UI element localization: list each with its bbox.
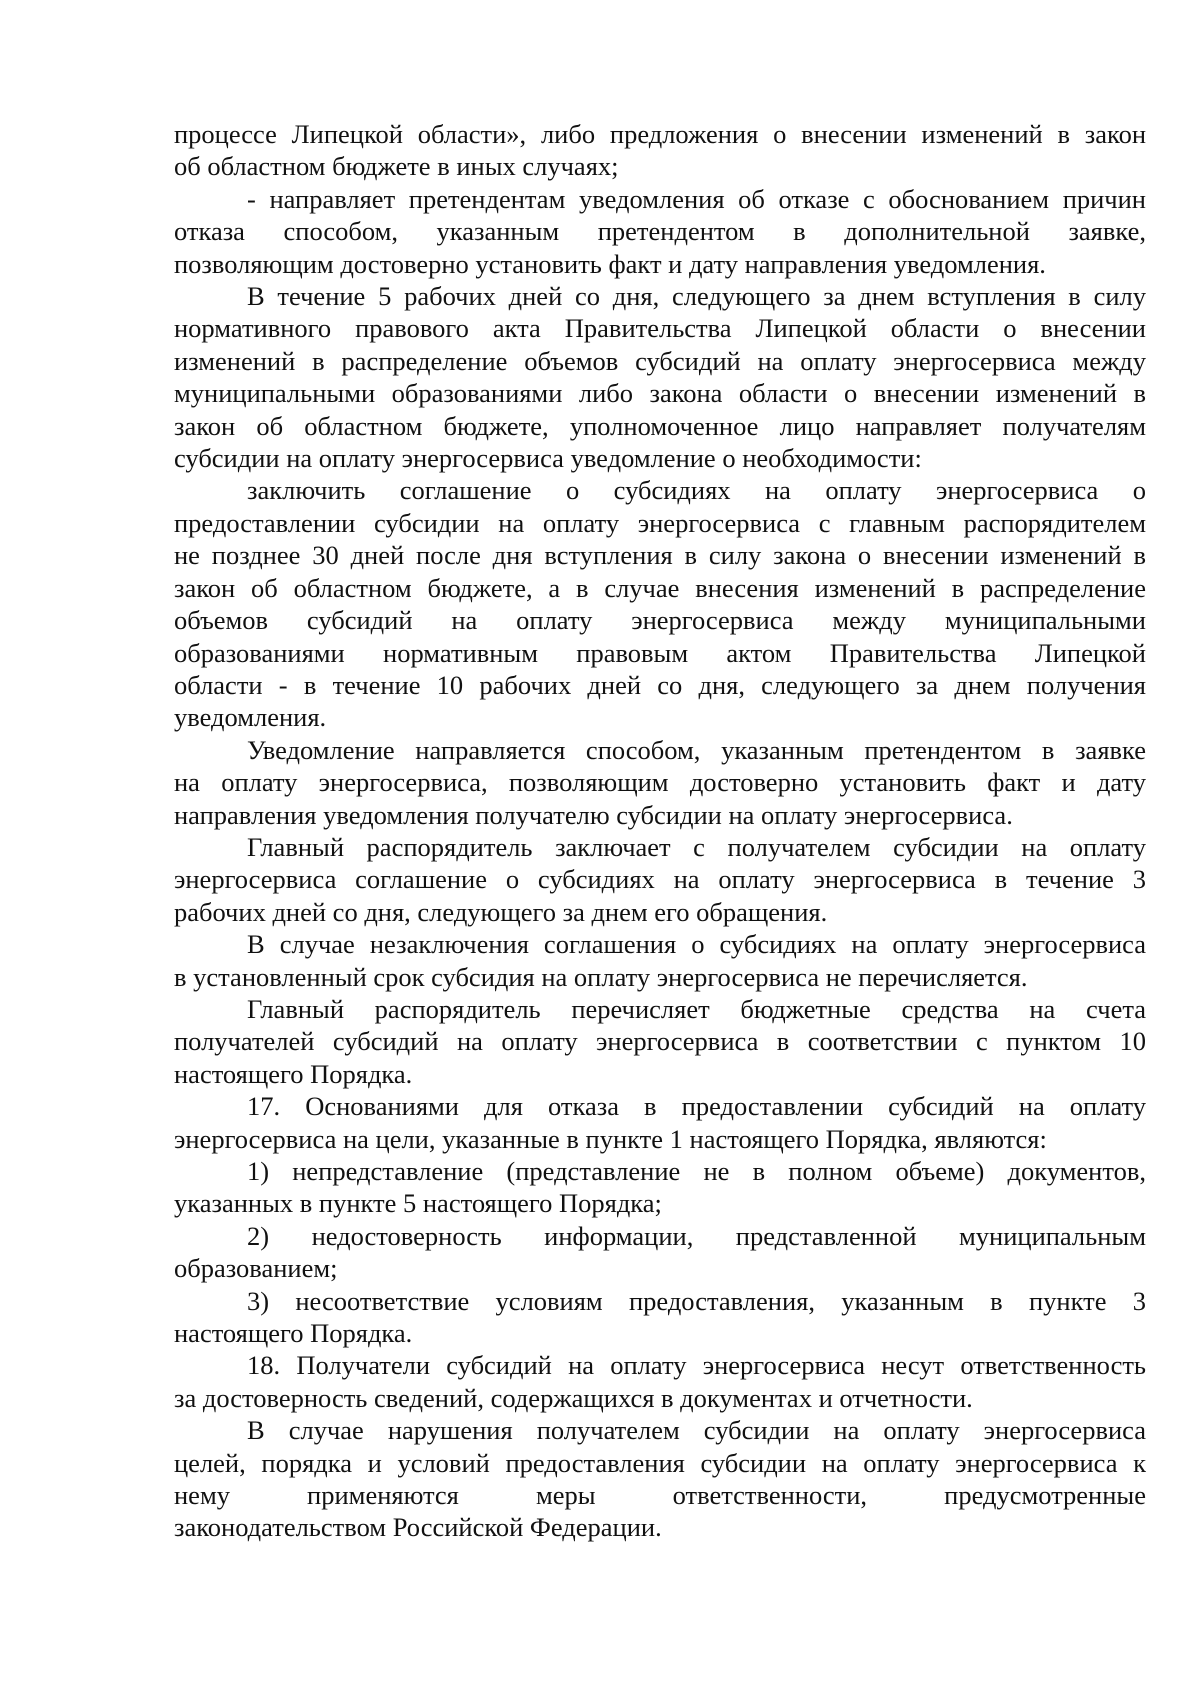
paragraph-line: за достоверность сведений, содержащихся в документах и отчетности.	[174, 1382, 973, 1413]
paragraph-line: 2) недостоверность информации, представленной муниципальным	[247, 1220, 1146, 1251]
paragraph-line: настоящего Порядка.	[174, 1318, 413, 1349]
paragraph-line: закон об областном бюджете, уполномоченное лицо направляет получателям	[174, 410, 1146, 441]
paragraph-line: заключить соглашение о субсидиях на оплату энергосервиса о	[247, 475, 1146, 506]
document-paragraph	[174, 118, 1146, 183]
document-paragraph	[174, 1090, 1146, 1155]
paragraph-line: области - в течение 10 рабочих дней со дня, следующего за днем получения	[174, 669, 1146, 700]
document-paragraph	[174, 1349, 1146, 1414]
paragraph-line: объемов субсидий на оплату энергосервиса между муниципальными	[174, 605, 1146, 636]
paragraph-line: образованием;	[174, 1253, 338, 1284]
paragraph-line: Главный распорядитель заключает с получателем субсидии на оплату	[247, 831, 1146, 862]
document-paragraph	[174, 280, 1146, 474]
paragraph-line: субсидии на оплату энергосервиса уведомление о необходимости:	[174, 443, 922, 474]
paragraph-line: указанных в пункте 5 настоящего Порядка;	[174, 1188, 662, 1219]
document-paragraph	[174, 474, 1146, 733]
paragraph-line: об областном бюджете в иных случаях;	[174, 151, 619, 182]
document-paragraph	[174, 183, 1146, 280]
paragraph-line: рабочих дней со дня, следующего за днем его обращения.	[174, 896, 828, 927]
paragraph-line: законодательством Российской Федерации.	[174, 1512, 662, 1543]
document-paragraph	[174, 1220, 1146, 1285]
paragraph-line: не позднее 30 дней после дня вступления в силу закона о внесении изменений в	[174, 540, 1146, 571]
paragraph-line: 18. Получатели субсидий на оплату энергосервиса несут ответственность	[247, 1350, 1146, 1381]
document-paragraph	[174, 1414, 1146, 1544]
paragraph-line: уведомления.	[174, 702, 327, 733]
paragraph-line: В течение 5 рабочих дней со дня, следующего за днем вступления в силу	[247, 281, 1146, 312]
document-paragraph	[174, 993, 1146, 1090]
paragraph-line: получателей субсидий на оплату энергосервиса в соответствии с пунктом 10	[174, 1026, 1146, 1057]
paragraph-line: направления уведомления получателю субсидии на оплату энергосервиса.	[174, 799, 1013, 830]
paragraph-line: позволяющим достоверно установить факт и дату направления уведомления.	[174, 248, 1046, 279]
paragraph-line: муниципальными образованиями либо закона области о внесении изменений в	[174, 378, 1146, 409]
document-paragraph	[174, 1285, 1146, 1350]
paragraph-line: 1) непредставление (представление не в полном объеме) документов,	[247, 1156, 1146, 1186]
document-paragraph	[174, 831, 1146, 928]
document-page	[174, 118, 1146, 1544]
paragraph-line: В случае нарушения получателем субсидии на оплату энергосервиса	[247, 1415, 1146, 1446]
paragraph-line: закон об областном бюджете, а в случае внесения изменений в распределение	[174, 572, 1146, 603]
paragraph-line: предоставлении субсидии на оплату энергосервиса с главным распорядителем	[174, 507, 1146, 538]
paragraph-line: процессе Липецкой области», либо предложения о внесении изменений в закон	[174, 119, 1146, 149]
document-paragraph	[174, 734, 1146, 831]
paragraph-line: Уведомление направляется способом, указанным претендентом в заявке	[247, 734, 1146, 765]
paragraph-line: образованиями нормативным правовым актом Правительства Липецкой	[174, 637, 1146, 668]
paragraph-line: на оплату энергосервиса, позволяющим достоверно установить факт и дату	[174, 767, 1146, 798]
paragraph-line: 17. Основаниями для отказа в предоставлении субсидий на оплату	[247, 1091, 1146, 1122]
paragraph-line: нему применяются меры ответственности, предусмотренные	[174, 1480, 1146, 1511]
paragraph-line: Главный распорядитель перечисляет бюджетные средства на счета	[247, 993, 1146, 1024]
paragraph-line: энергосервиса на цели, указанные в пункте 1 настоящего Порядка, являются:	[174, 1123, 1047, 1154]
paragraph-line: В случае незаключения соглашения о субсидиях на оплату энергосервиса	[247, 929, 1146, 960]
document-paragraph	[174, 928, 1146, 993]
document-paragraph	[174, 1155, 1146, 1220]
paragraph-line: в установленный срок субсидия на оплату энергосервиса не перечисляется.	[174, 961, 1028, 992]
paragraph-line: отказа способом, указанным претендентом в дополнительной заявке,	[174, 216, 1146, 247]
paragraph-line: изменений в распределение объемов субсидий на оплату энергосервиса между	[174, 345, 1146, 376]
paragraph-line: нормативного правового акта Правительства Липецкой области о внесении	[174, 313, 1146, 344]
paragraph-line: 3) несоответствие условиям предоставления, указанным в пункте 3	[247, 1285, 1146, 1316]
paragraph-line: - направляет претендентам уведомления об отказе с обоснованием причин	[247, 183, 1146, 214]
paragraph-line: целей, порядка и условий предоставления субсидии на оплату энергосервиса к	[174, 1447, 1146, 1478]
paragraph-line: настоящего Порядка.	[174, 1058, 413, 1089]
paragraph-line: энергосервиса соглашение о субсидиях на оплату энергосервиса в течение 3	[174, 864, 1146, 895]
